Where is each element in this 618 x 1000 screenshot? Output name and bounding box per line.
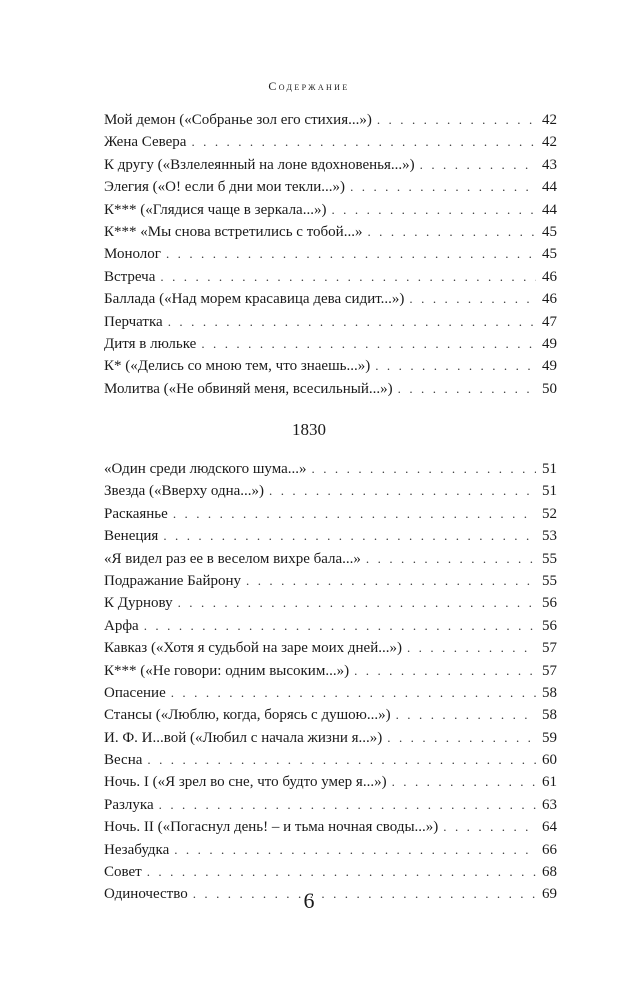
- toc-entry-page: 51: [542, 461, 557, 477]
- toc-entry-title: «Один среди людского шума...»: [104, 461, 307, 477]
- dot-leader: [144, 615, 536, 637]
- toc-entry: [104, 154, 557, 176]
- dot-leader: [173, 503, 536, 525]
- dot-leader: [375, 355, 536, 377]
- dot-leader: [201, 333, 536, 355]
- dot-leader: [420, 154, 536, 176]
- toc-entry: [104, 243, 557, 265]
- toc-entry: [104, 771, 557, 793]
- dot-leader: [174, 839, 536, 861]
- dot-leader: [377, 109, 536, 131]
- dot-leader: [366, 548, 536, 570]
- toc-entry-title: Арфа: [104, 617, 139, 634]
- toc-entry: [104, 727, 557, 749]
- toc-entry-page: 47: [542, 313, 557, 330]
- dot-leader: [159, 794, 536, 816]
- toc-entry-page: 57: [542, 662, 557, 679]
- toc-entry-title: Венеция: [104, 528, 159, 545]
- toc-entry: [104, 480, 557, 502]
- dot-leader: [246, 570, 536, 592]
- toc-entry-title: Ночь. II («Погаснул день! – и тьма ночная своды...»): [104, 819, 439, 836]
- toc-entry: [104, 682, 557, 704]
- toc-entry-title: Дитя в люльке: [104, 335, 197, 352]
- toc-entry-title: Элегия («О! если б дни мои текли...»): [104, 179, 346, 196]
- toc-list-section-1: [104, 109, 557, 400]
- dot-leader: [163, 525, 536, 547]
- toc-entry-title: Монолог: [104, 246, 161, 263]
- toc-entry-page: 63: [542, 796, 557, 813]
- toc-entry: [104, 839, 557, 861]
- dot-leader: [160, 266, 536, 288]
- dot-leader: [178, 592, 536, 614]
- toc-entry: [104, 288, 557, 310]
- running-head: Содержание: [268, 79, 350, 93]
- toc-entry-title: К*** («Глядися чаще в зеркала...»): [104, 201, 327, 218]
- dot-leader: [367, 221, 536, 243]
- toc-entry-page: 69: [542, 886, 557, 903]
- toc-entry-title: Одиночество: [104, 886, 188, 903]
- toc-entry-title: К*** («Не говори: одним высоким...»): [104, 662, 350, 679]
- toc-entry-title: Мой демон («Собранье зол его стихия...»): [104, 112, 372, 128]
- dot-leader: [350, 176, 536, 198]
- toc-entry: [104, 615, 557, 637]
- toc-entry-page: 59: [542, 729, 557, 746]
- toc-entry-title: К Дурнову: [104, 595, 173, 612]
- toc-entry: [104, 525, 557, 547]
- dot-leader: [168, 311, 536, 333]
- toc-entry-page: 64: [542, 819, 557, 836]
- toc-entry-page: 46: [542, 291, 557, 308]
- toc-entry-title: Незабудка: [104, 841, 170, 858]
- toc-entry-page: 42: [542, 134, 557, 151]
- dot-leader: [443, 816, 536, 838]
- dot-leader: [147, 861, 536, 883]
- toc-entry-page: 55: [542, 550, 557, 567]
- toc-entry-page: 44: [542, 179, 557, 196]
- toc-entry-title: К другу («Взлелеянный на лоне вдохновенья...»): [104, 156, 415, 173]
- toc-entry-page: 45: [542, 223, 557, 240]
- toc-entry-title: Звезда («Вверху одна...»): [104, 483, 265, 500]
- toc-entry: [104, 199, 557, 221]
- toc-entry: [104, 861, 557, 883]
- toc-entry-page: 51: [542, 483, 557, 500]
- dot-leader: [171, 682, 536, 704]
- toc-entry-page: 52: [542, 505, 557, 522]
- dot-leader: [409, 288, 536, 310]
- toc-entry-page: 66: [542, 841, 557, 858]
- toc-entry-page: 44: [542, 201, 557, 218]
- toc-entry-title: Молитва («Не обвиняй меня, всесильный...»): [104, 380, 393, 397]
- toc-entry-title: Встреча: [104, 268, 156, 285]
- toc-entry: [104, 131, 557, 153]
- dot-leader: [269, 480, 536, 502]
- toc-entry-page: 43: [542, 156, 557, 173]
- toc-list-section-2: [104, 458, 557, 906]
- dot-leader: [396, 704, 536, 726]
- dot-leader: [387, 727, 536, 749]
- toc-entry: [104, 637, 557, 659]
- dot-leader: [392, 771, 536, 793]
- toc-entry-title: Баллада («Над морем красавица дева сидит...»): [104, 291, 405, 308]
- dot-leader: [166, 243, 536, 265]
- toc-entry-title: Подражание Байрону: [104, 572, 241, 589]
- year-heading: 1830: [292, 420, 326, 439]
- dot-leader: [312, 458, 536, 480]
- toc-entry: [104, 378, 557, 400]
- toc-entry: [104, 592, 557, 614]
- toc-entry-page: 49: [542, 358, 557, 375]
- toc-entry-page: 56: [542, 595, 557, 612]
- toc-entry-title: Жена Севера: [104, 134, 187, 151]
- toc-entry: [104, 660, 557, 682]
- toc-entry: [104, 570, 557, 592]
- toc-entry-title: К* («Делись со мною тем, что знаешь...»): [104, 358, 371, 375]
- toc-entry-title: Стансы («Люблю, когда, борясь с душою...»): [104, 707, 391, 724]
- dot-leader: [191, 131, 536, 153]
- toc-entry: [104, 109, 557, 131]
- toc-entry-title: Кавказ («Хотя я судьбой на заре моих дней...»): [104, 640, 402, 657]
- toc-entry-page: 60: [542, 752, 557, 769]
- toc-entry-title: Раскаянье: [104, 505, 168, 522]
- dot-leader: [398, 378, 536, 400]
- page-number: 6: [303, 888, 315, 913]
- toc-entry: [104, 221, 557, 243]
- toc-entry-title: Ночь. I («Я зрел во сне, что будто умер я...»): [104, 774, 387, 791]
- toc-entry-page: 56: [542, 617, 557, 634]
- toc-entry: [104, 458, 557, 480]
- toc-entry: [104, 503, 557, 525]
- toc-entry-page: 55: [542, 572, 557, 589]
- toc-entry-page: 50: [542, 380, 557, 397]
- toc-entry-page: 68: [542, 864, 557, 881]
- toc-entry-title: «Я видел раз ее в веселом вихре бала...»: [104, 550, 361, 567]
- toc-entry-title: И. Ф. И...вой («Любил с начала жизни я...»): [104, 729, 383, 746]
- toc-entry-page: 61: [542, 774, 557, 791]
- toc-entry-title: Совет: [104, 864, 142, 881]
- toc-entry-page: 58: [542, 707, 557, 724]
- dot-leader: [331, 199, 536, 221]
- dot-leader: [147, 749, 536, 771]
- toc-entry: [104, 333, 557, 355]
- dot-leader: [354, 660, 536, 682]
- toc-entry-page: 58: [542, 684, 557, 701]
- toc-entry: [104, 311, 557, 333]
- toc-entry-page: 45: [542, 246, 557, 263]
- toc-entry-page: 53: [542, 528, 557, 545]
- toc-entry-page: 46: [542, 268, 557, 285]
- dot-leader: [407, 637, 536, 659]
- toc-entry-page: 42: [542, 112, 557, 128]
- toc-entry-title: Опасение: [104, 684, 166, 701]
- toc-entry-title: Разлука: [104, 796, 154, 813]
- toc-entry: [104, 266, 557, 288]
- toc-entry: [104, 176, 557, 198]
- toc-entry: [104, 794, 557, 816]
- toc-entry: [104, 816, 557, 838]
- toc-entry-page: 49: [542, 335, 557, 352]
- toc-entry-title: К*** «Мы снова встретились с тобой...»: [104, 223, 363, 240]
- toc-entry-title: Перчатка: [104, 313, 163, 330]
- toc-entry-title: Весна: [104, 752, 143, 769]
- toc-entry: [104, 548, 557, 570]
- toc-entry: [104, 704, 557, 726]
- toc-entry: [104, 355, 557, 377]
- toc-entry: [104, 749, 557, 771]
- toc-entry-page: 57: [542, 640, 557, 657]
